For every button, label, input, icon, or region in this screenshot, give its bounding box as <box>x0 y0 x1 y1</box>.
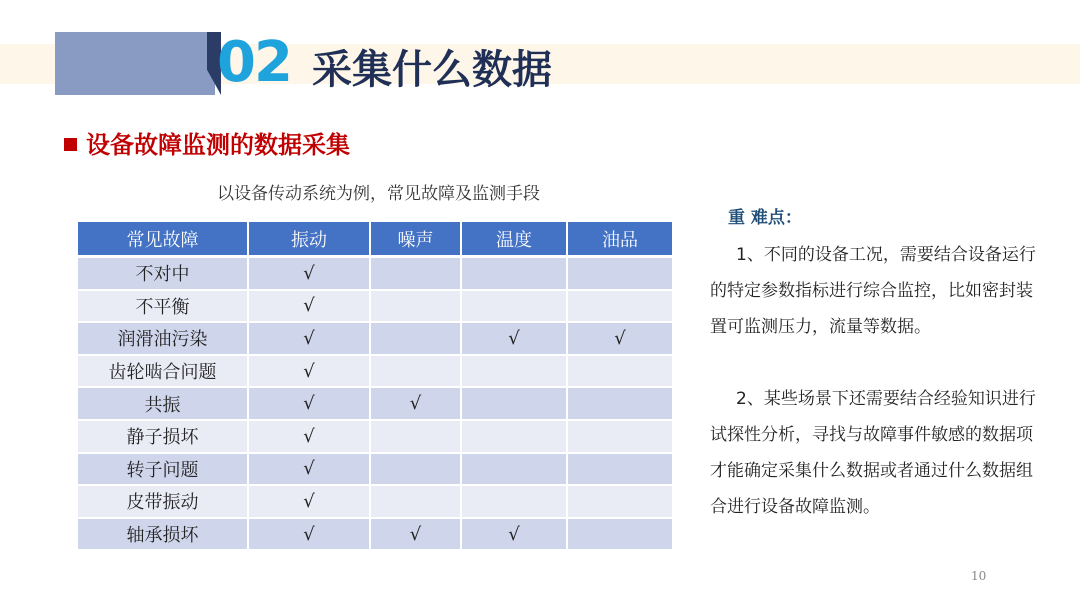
table-row <box>78 257 672 290</box>
section-number-box <box>55 32 215 95</box>
check-cell <box>370 485 461 518</box>
check-cell <box>370 322 461 355</box>
fault-name-cell: 转子问题 <box>78 453 248 486</box>
table-row <box>78 518 672 551</box>
table-row <box>78 420 672 453</box>
note-paragraph: 2、某些场景下还需要结合经验知识进行试探性分析，寻找与故障事件敏感的数据项才能确定采集什么数据或者通过什么数据组合进行设备故障监测。 <box>710 389 1036 517</box>
check-cell: √ <box>461 322 567 355</box>
table-row <box>78 387 672 420</box>
check-cell <box>461 387 567 420</box>
fault-name-cell: 润滑油污染 <box>78 322 248 355</box>
column-header: 常见故障 <box>78 222 248 257</box>
page-title: 采集什么数据 <box>312 47 552 93</box>
check-cell <box>567 355 672 388</box>
fault-name-cell: 不平衡 <box>78 290 248 323</box>
check-cell <box>370 420 461 453</box>
check-cell: √ <box>248 355 370 388</box>
fault-name-cell: 静子损坏 <box>78 420 248 453</box>
column-header: 振动 <box>248 222 370 257</box>
column-header: 温度 <box>461 222 567 257</box>
check-cell <box>370 355 461 388</box>
check-cell: √ <box>248 453 370 486</box>
check-cell <box>567 518 672 551</box>
check-cell <box>567 420 672 453</box>
fault-name-cell: 轴承损坏 <box>78 518 248 551</box>
check-cell: √ <box>248 290 370 323</box>
fault-name-cell: 共振 <box>78 387 248 420</box>
fault-name-cell: 齿轮啮合问题 <box>78 355 248 388</box>
check-cell <box>567 485 672 518</box>
table-row <box>78 453 672 486</box>
table-row <box>78 355 672 388</box>
page-number: 10 <box>971 569 987 583</box>
notes-title: 重 难点： <box>728 208 802 228</box>
fault-name-cell: 皮带振动 <box>78 485 248 518</box>
check-cell: √ <box>248 322 370 355</box>
check-cell <box>461 453 567 486</box>
fault-monitoring-table <box>78 222 672 551</box>
check-cell <box>370 257 461 290</box>
check-cell <box>567 453 672 486</box>
check-cell: √ <box>461 518 567 551</box>
check-cell: √ <box>248 257 370 290</box>
table-caption: 以设备传动系统为例，常见故障及监测手段 <box>217 184 540 204</box>
check-cell: √ <box>370 387 461 420</box>
check-cell <box>567 290 672 323</box>
column-header: 噪声 <box>370 222 461 257</box>
check-cell <box>461 485 567 518</box>
check-cell: √ <box>248 387 370 420</box>
check-cell: √ <box>567 322 672 355</box>
check-cell <box>461 420 567 453</box>
check-cell <box>567 387 672 420</box>
note-paragraph: 1、不同的设备工况，需要结合设备运行的特定参数指标进行综合监控，比如密封装置可监测压力，流量等数据。 <box>710 245 1036 337</box>
check-cell <box>370 290 461 323</box>
check-cell <box>370 453 461 486</box>
table-row <box>78 485 672 518</box>
check-cell: √ <box>370 518 461 551</box>
square-bullet-icon <box>64 138 77 151</box>
check-cell <box>461 355 567 388</box>
column-header: 油品 <box>567 222 672 257</box>
check-cell: √ <box>248 518 370 551</box>
check-cell: √ <box>248 420 370 453</box>
table-header-row <box>78 222 672 257</box>
check-cell: √ <box>248 485 370 518</box>
check-cell <box>567 257 672 290</box>
table-row <box>78 322 672 355</box>
table-row <box>78 290 672 323</box>
check-cell <box>461 290 567 323</box>
section-title: 设备故障监测的数据采集 <box>86 131 350 159</box>
section-number: 02 <box>217 30 291 95</box>
check-cell <box>461 257 567 290</box>
fault-name-cell: 不对中 <box>78 257 248 290</box>
